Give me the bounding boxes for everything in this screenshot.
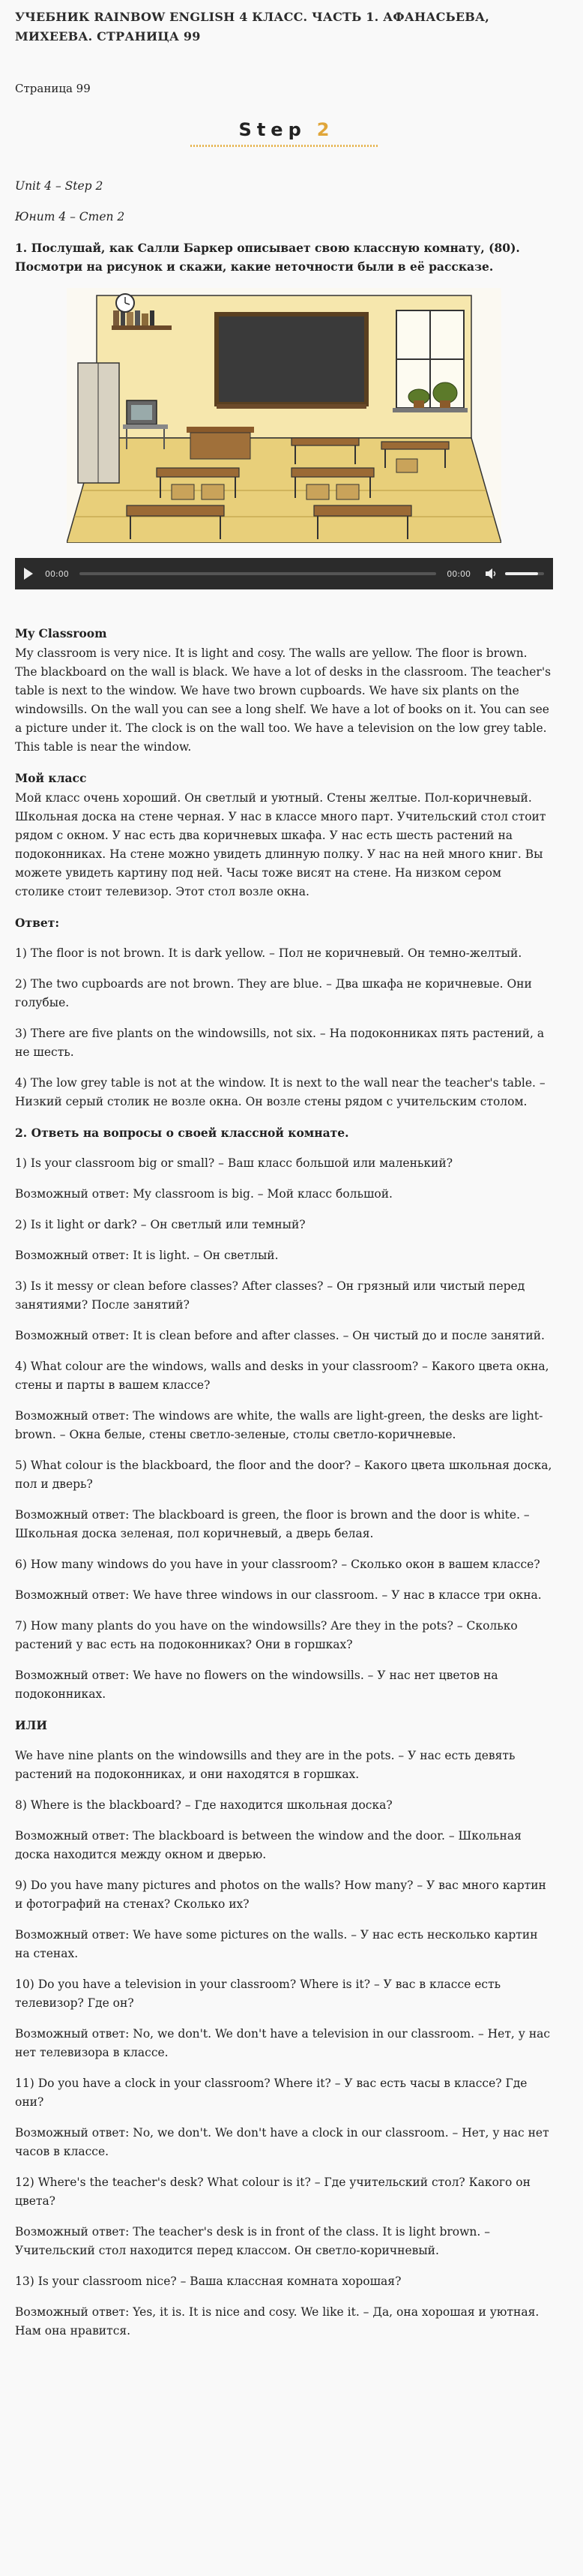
answer-item: 1) The floor is not brown. It is dark yellow. – Пол не коричневый. Он темно-желтый. (15, 946, 522, 960)
subtitle-ru: Юнит 4 – Степ 2 (15, 210, 125, 223)
qa-part-1 (15, 1154, 553, 1704)
current-time: 00:00 (45, 568, 69, 579)
page-title: УЧЕБНИК RAINBOW ENGLISH 4 КЛАСС. ЧАСТЬ 1. АФАНАСЬЕВА, МИХЕЕВА. СТРАНИЦА 99 (15, 10, 490, 43)
volume-level (505, 572, 538, 575)
qa-item: 3) Is it messy or clean before classes? After classes? – Он грязный или чистый перед занятиями? После занятий? (15, 1279, 525, 1312)
qa-item: Возможный ответ: We have some pictures on the walls. – У нас есть несколько картин на стенах. (15, 1928, 538, 1960)
play-icon[interactable] (24, 568, 33, 580)
text-en-body: My classroom is very nice. It is light and cosy. The walls are yellow. The floor is brown. The blackboard on the wall is black. We have a lot of desks in the classroom. The teacher's table is next to the window. We have two brown cupboards. We have six plants on the windowsills. On the wall you can see a long shelf. We have a lot of books on it. You can see a picture under it. The clock is on the wall too. We have a television on the low grey table. This table is near the window. (15, 646, 552, 754)
qa-item: Возможный ответ: The blackboard is green, the floor is brown and the door is white. – Школьная доска зеленая, пол коричневый, а дверь белая. (15, 1508, 530, 1540)
or-label: ИЛИ (15, 1718, 47, 1732)
qa-item: 13) Is your classroom nice? – Ваша классная комната хорошая? (15, 2275, 402, 2288)
answer-item: 3) There are five plants on the windowsills, not six. – На подоконниках пять растений, а не шесть. (15, 1027, 545, 1059)
qa-item: 1) Is your classroom big or small? – Ваш класс большой или маленький? (15, 1156, 453, 1170)
audio-player (15, 558, 553, 589)
step-underline (190, 145, 378, 147)
page-label: Страница 99 (15, 82, 91, 95)
step-banner (15, 119, 553, 147)
answer-label: Ответ: (15, 916, 60, 930)
qa-item: Возможный ответ: It is light. – Он светлый. (15, 1249, 279, 1262)
qa-item: Возможный ответ: Yes, it is. It is nice and cosy. We like it. – Да, она хорошая и уютная. Нам она нравится. (15, 2305, 540, 2338)
step-number: 2 (316, 119, 330, 140)
qa-item: 7) How many plants do you have on the windowsills? Are they in the pots? – Сколько растений у вас есть на подоконниках? Они в горшках? (15, 1619, 518, 1651)
qa-item: Возможный ответ: It is clean before and after classes. – Он чистый до и после занятий. (15, 1329, 545, 1342)
answers-1 (15, 944, 553, 1111)
task-1: 1. Послушай, как Салли Баркер описывает свою классную комнату, (80). Посмотри на рисунок и скажи, какие неточности были в её рассказе. (15, 241, 520, 274)
qa-item: 11) Do you have a clock in your classroom? Where it? – У вас есть часы в классе? Где они? (15, 2077, 528, 2109)
classroom-illustration (67, 288, 501, 543)
qa-item: 12) Where's the teacher's desk? What colour is it? – Где учительский стол? Какого он цвета? (15, 2176, 531, 2208)
step-word: Step (238, 119, 306, 140)
text-ru-body: Мой класс очень хороший. Он светлый и уютный. Стены желтые. Пол-коричневый. Школьная доска на стене черная. У нас в классе много парт. Учительский стол стоит рядом с окном. У нас есть два коричневых шкафа. У нас есть шесть растений на подоконниках. На стене можно увидеть длинную полку. У нас на ней много книг. Вы можете увидеть картину под ней. Часы тоже висят на стене. На низком сером столике стоит телевизор. Этот стол возле окна. (15, 791, 546, 898)
qa-item: Возможный ответ: No, we don't. We don't have a television in our classroom. – Нет, у нас нет телевизора в классе. (15, 2027, 551, 2059)
qa-item: 6) How many windows do you have in your classroom? – Сколько окон в вашем классе? (15, 1558, 540, 1571)
qa-item: 8) Where is the blackboard? – Где находится школьная доска? (15, 1798, 393, 1812)
qa-item: Возможный ответ: We have no flowers on the windowsills. – У нас нет цветов на подоконниках. (15, 1669, 498, 1701)
qa-item: Возможный ответ: We have three windows in our classroom. – У нас в классе три окна. (15, 1588, 542, 1602)
text-ru-title: Мой класс (15, 771, 87, 785)
text-en-title: My Classroom (15, 626, 107, 640)
qa-item: Возможный ответ: The blackboard is between the window and the door. – Школьная доска находится между окном и дверью. (15, 1829, 522, 1861)
qa-item: Возможный ответ: My classroom is big. – Мой класс большой. (15, 1187, 393, 1201)
qa-item: 9) Do you have many pictures and photos on the walls? How many? – У вас много картин и фотографий на стенах? Сколько их? (15, 1879, 546, 1911)
progress-track[interactable] (79, 572, 437, 575)
volume-icon[interactable] (486, 568, 498, 579)
qa-item: We have nine plants on the windowsills and they are in the pots. – У нас есть девять растений на подоконниках, и они находятся в горшках. (15, 1749, 516, 1781)
qa-item: 2) Is it light or dark? – Он светлый или темный? (15, 1218, 306, 1231)
duration-time: 00:00 (447, 568, 471, 579)
qa-item: 5) What colour is the blackboard, the floor and the door? – Какого цвета школьная доска, пол и дверь? (15, 1459, 552, 1491)
qa-item: Возможный ответ: The teacher's desk is in front of the class. It is light brown. – Учительский стол находится перед классом. Он светло-коричневый. (15, 2225, 490, 2257)
qa-part-2 (15, 1747, 553, 2341)
answer-item: 2) The two cupboards are not brown. They are blue. – Два шкафа не коричневые. Они голубые. (15, 977, 532, 1009)
qa-item: Возможный ответ: The windows are white, the walls are light-green, the desks are light-brown. – Окна белые, стены светло-зеленые, столы светло-коричневые. (15, 1409, 543, 1441)
qa-item: 4) What colour are the windows, walls and desks in your classroom? – Какого цвета окна, стены и парты в вашем классе? (15, 1360, 549, 1392)
answer-item: 4) The low grey table is not at the window. It is next to the wall near the teacher's table. – Низкий серый столик не возле окна. Он возле стены рядом с учительским столом. (15, 1076, 546, 1108)
subtitle-en: Unit 4 – Step 2 (15, 179, 103, 193)
qa-item: 10) Do you have a television in your classroom? Where is it? – У вас в классе есть телевизор? Где он? (15, 1978, 501, 2010)
task-2: 2. Ответь на вопросы о своей классной комнате. (15, 1126, 349, 1140)
qa-item: Возможный ответ: No, we don't. We don't have a clock in our classroom. – Нет, у нас нет часов в классе. (15, 2126, 549, 2158)
volume-slider[interactable] (505, 572, 544, 575)
